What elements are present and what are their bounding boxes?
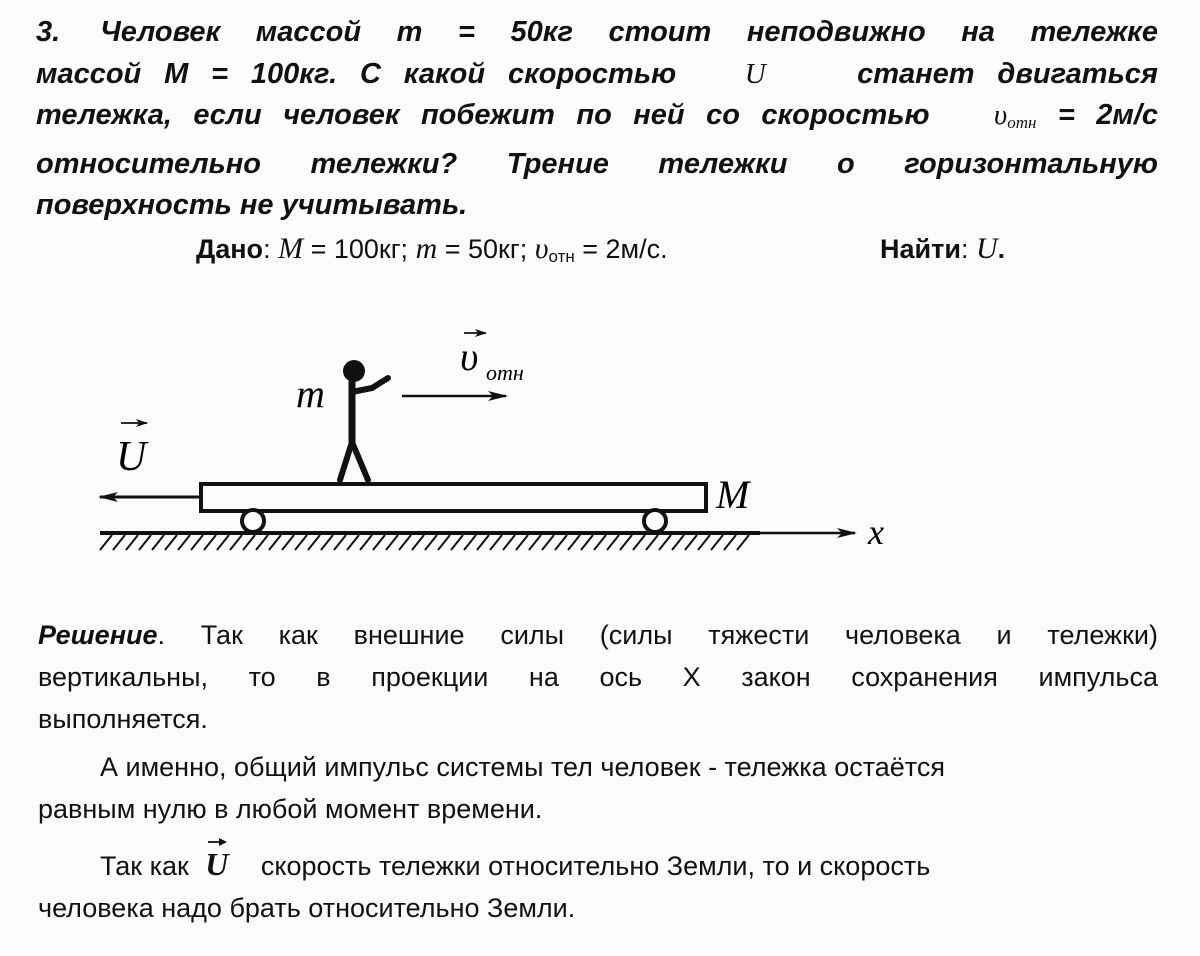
ground-hatch-line <box>659 535 671 550</box>
problem-line-2: массой М = 100кг. С какой скоростью U станет двигаться <box>36 57 1159 90</box>
ground-hatch-line <box>542 535 554 550</box>
ground-hatch-line <box>594 535 606 550</box>
problem-line-5: поверхность не учитывать. <box>36 189 468 221</box>
ground-hatch-line <box>321 535 333 550</box>
problem-line-4: относительно тележки? Трение тележки о горизонтальную <box>36 147 1158 180</box>
problem-line-1: 3. Человек массой m = 50кг стоит неподвижно на тележке <box>36 16 1158 48</box>
ground-hatch-line <box>490 535 502 550</box>
label-v-rel <box>460 333 524 385</box>
given-label: Дано <box>196 234 264 264</box>
find-label: Найти <box>880 234 961 264</box>
label-x: x <box>868 512 884 552</box>
label-m: m <box>296 371 325 416</box>
ground-hatch-line <box>607 535 619 550</box>
ground-hatch-line <box>386 535 398 550</box>
ground-hatch-line <box>373 535 385 550</box>
ground-hatch-line <box>217 535 229 550</box>
ground-hatch-line <box>724 535 736 550</box>
ground-hatch-line <box>555 535 567 550</box>
ground-hatch-line <box>139 535 151 550</box>
ground-hatch-line <box>503 535 515 550</box>
ground-hatch-line <box>282 535 294 550</box>
ground-hatch-line <box>620 535 632 550</box>
ground-hatch-line <box>529 535 541 550</box>
label-U-vector <box>116 423 149 480</box>
ground-hatch-line <box>334 535 346 550</box>
ground-hatch-line <box>399 535 411 550</box>
label-M: M <box>716 472 750 517</box>
ground-hatch-line <box>178 535 190 550</box>
ground-hatch-line <box>438 535 450 550</box>
ground-hatch-line <box>581 535 593 550</box>
ground-hatch-line <box>308 535 320 550</box>
svg-text:отн: отн <box>486 360 524 385</box>
vector-U-inline: U <box>199 843 235 885</box>
ground-hatch-line <box>243 535 255 550</box>
problem-statement <box>36 12 1158 227</box>
svg-text:U: U <box>116 434 147 480</box>
solution-paragraph-1: Решение. Так как внешние силы (силы тяжести человека и тележки) вертикальны, то в проекции на ось Х закон сохранения импульса выполняется. <box>38 620 1158 734</box>
ground-hatch-line <box>451 535 463 550</box>
given-line: Дано: M = 100кг; m = 50кг; $\upsilon_{отн} = 2м/с$. Найти: U. <box>196 232 1006 266</box>
problem-number: 3. <box>36 16 61 48</box>
ground <box>100 533 760 550</box>
solution-label: Решение <box>38 620 158 650</box>
wheel-left <box>242 510 264 532</box>
ground-hatch-line <box>165 535 177 550</box>
ground-hatch-line <box>360 535 372 550</box>
ground-hatch-line <box>425 535 437 550</box>
ground-hatch-line <box>646 535 658 550</box>
ground-hatch-line <box>477 535 489 550</box>
symbol-U: U <box>744 57 766 90</box>
person-figure <box>340 360 388 480</box>
cart <box>201 484 706 532</box>
ground-hatch-line <box>100 535 112 550</box>
problem-line-3: тележка, если человек побежит по ней со скоростью $\upsilon_{отн} = 2м/с$ <box>36 99 1159 132</box>
ground-hatch-line <box>126 535 138 550</box>
ground-hatch-line <box>204 535 216 550</box>
wheel-right <box>644 510 666 532</box>
ground-hatch-line <box>347 535 359 550</box>
ground-hatch-line <box>568 535 580 550</box>
ground-hatch-line <box>113 535 125 550</box>
ground-hatch-line <box>269 535 281 550</box>
ground-hatch-line <box>230 535 242 550</box>
ground-hatch-line <box>633 535 645 550</box>
ground-hatch-line <box>711 535 723 550</box>
solution-paragraph-3: Так как U скорость тележки относительно Земли, то и скорость человека надо брать относительно Земли. <box>38 843 1158 929</box>
solution-paragraph-2: А именно, общий импульс системы тел человек - тележка остаётся равным нулю в любой момент времени. <box>38 752 945 824</box>
ground-hatch-line <box>412 535 424 550</box>
ground-hatch-line <box>295 535 307 550</box>
ground-hatch-line <box>256 535 268 550</box>
ground-hatch-line <box>698 535 710 550</box>
ground-hatch-line <box>672 535 684 550</box>
ground-hatch-line <box>152 535 164 550</box>
svg-text:υ: υ <box>460 334 479 379</box>
find-section: Найти: U. <box>880 232 1006 265</box>
ground-hatch-line <box>191 535 203 550</box>
ground-hatch-line <box>464 535 476 550</box>
ground-hatch-line <box>685 535 697 550</box>
ground-hatch-line <box>516 535 528 550</box>
ground-hatch-line <box>737 535 749 550</box>
symbol-v-rel: $\upsilon_{отн}$ <box>993 99 1037 132</box>
cart-diagram <box>0 320 1200 600</box>
